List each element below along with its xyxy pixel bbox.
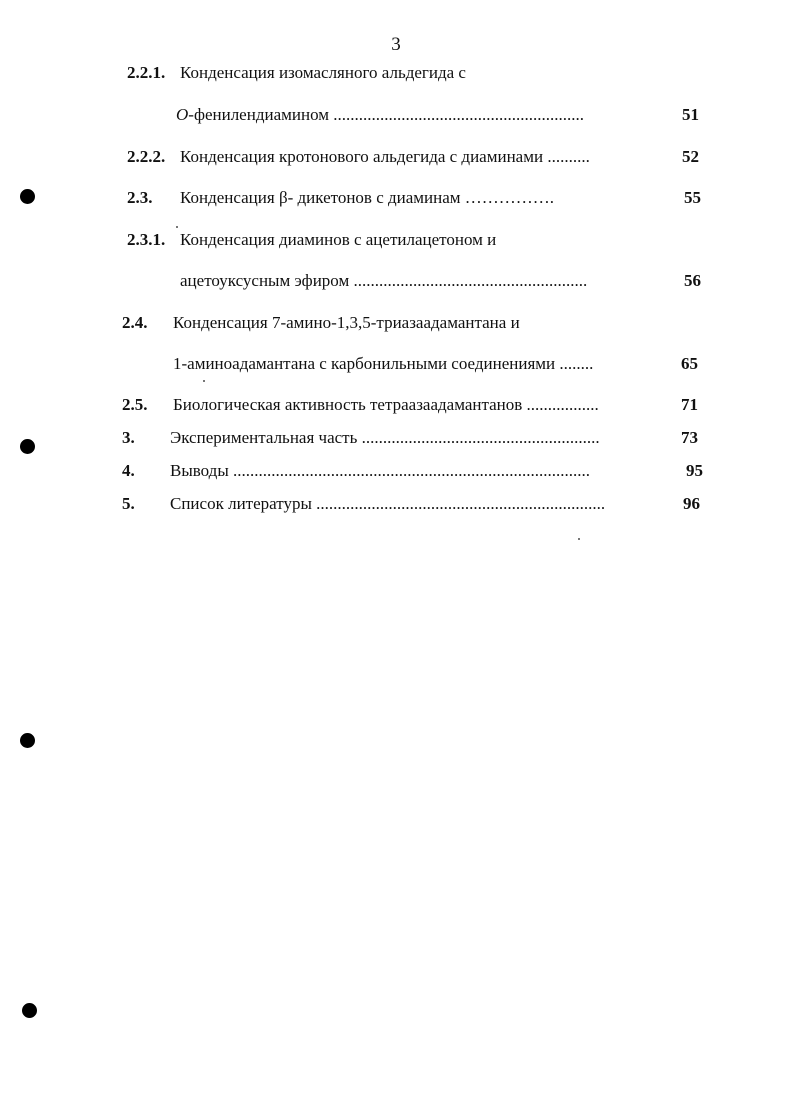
- toc-title-2-2-1-line2-rest: -фенилендиамином ...........................................................: [188, 105, 585, 124]
- toc-number-2-3: 2.3.: [127, 188, 153, 207]
- scan-speck: [176, 226, 178, 228]
- toc-number-2-2-1: 2.2.1.: [127, 63, 166, 82]
- punch-hole-1: [20, 189, 35, 204]
- toc-page-2-2-2: 52: [682, 147, 699, 166]
- punch-hole-2: [20, 439, 35, 454]
- punch-hole-4: [22, 1003, 37, 1018]
- toc-title-4: Выводы ....................................................................................: [170, 461, 591, 480]
- toc-number-2-2-2: 2.2.2.: [127, 147, 166, 166]
- toc-title-2-4-line2: 1-аминоадамантана с карбонильными соединениями ........: [173, 354, 594, 373]
- toc-title-2-5: Биологическая активность тетраазаадамантанов .................: [173, 395, 599, 414]
- toc-page-2-3: 55: [684, 188, 701, 207]
- toc-number-2-5: 2.5.: [122, 395, 148, 414]
- scan-speck: [578, 538, 580, 540]
- toc-title-2-3: Конденсация β- дикетонов с диаминам …………….: [180, 188, 555, 207]
- toc-title-5: Список литературы ....................................................................: [170, 494, 606, 513]
- toc-title-2-2-1-italic-o: О: [176, 105, 189, 124]
- toc-number-4: 4.: [122, 461, 135, 480]
- punch-hole-3: [20, 733, 35, 748]
- toc-page-3: 73: [681, 428, 698, 447]
- scan-speck: [203, 380, 205, 382]
- toc-number-5: 5.: [122, 494, 135, 513]
- toc-title-2-3-1-line2: ацетоуксусным эфиром .......................................................: [180, 271, 588, 290]
- toc-title-2-2-1-line1: Конденсация изомасляного альдегида с: [180, 63, 466, 82]
- toc-number-2-3-1: 2.3.1.: [127, 230, 166, 249]
- toc-title-2-2-1-line2: [176, 104, 584, 126]
- toc-number-3: 3.: [122, 428, 135, 447]
- toc-page-2-4: 65: [681, 354, 698, 373]
- page-number: 3: [391, 34, 401, 55]
- toc-page-2-3-1: 56: [684, 271, 701, 290]
- toc-page-2-5: 71: [681, 395, 698, 414]
- toc-page-5: 96: [683, 494, 700, 513]
- toc-title-2-2-2: Конденсация кротонового альдегида с диаминами ..........: [180, 147, 590, 166]
- toc-page-2-2-1: 51: [682, 105, 699, 124]
- toc-page-4: 95: [686, 461, 703, 480]
- toc-title-2-3-1-line1: Конденсация диаминов с ацетилацетоном и: [180, 230, 497, 249]
- toc-number-2-4: 2.4.: [122, 313, 148, 332]
- toc-title-3: Экспериментальная часть ........................................................: [170, 428, 600, 447]
- toc-title-2-4-line1: Конденсация 7-амино-1,3,5-триазаадамантана и: [173, 313, 520, 332]
